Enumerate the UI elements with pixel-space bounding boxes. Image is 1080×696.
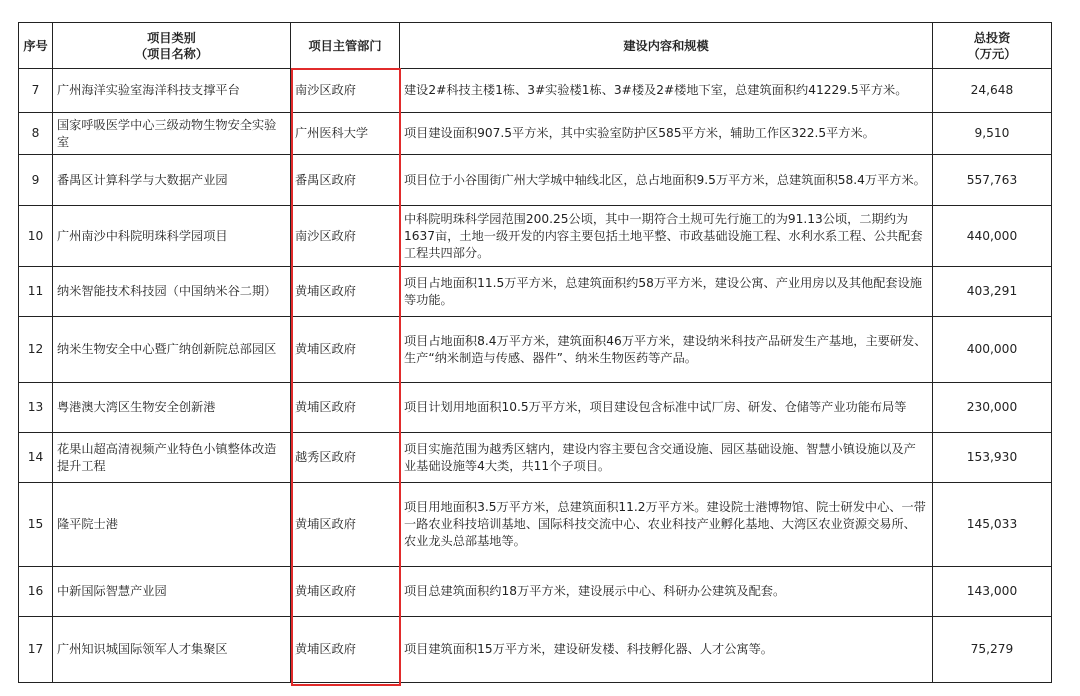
row-seq: 9 [19, 155, 53, 206]
row-dept: 黄埔区政府 [291, 617, 400, 683]
header-invest-line1: 总投资 [973, 30, 1011, 45]
table-row [19, 317, 1052, 383]
row-invest: 145,033 [933, 483, 1052, 567]
row-invest: 557,763 [933, 155, 1052, 206]
row-dept: 黄埔区政府 [291, 267, 400, 317]
row-name: 番禺区计算科学与大数据产业园 [53, 155, 291, 206]
row-content: 项目实施范围为越秀区辖内，建设内容主要包含交通设施、园区基础设施、智慧小镇设施以及产业基础设施等4大类，共11个子项目。 [400, 433, 933, 483]
row-invest: 9,510 [933, 113, 1052, 155]
row-seq: 16 [19, 567, 53, 617]
row-seq: 8 [19, 113, 53, 155]
header-category-line2: （项目名称） [134, 46, 209, 61]
row-seq: 13 [19, 383, 53, 433]
row-name: 国家呼吸医学中心三级动物生物安全实验室 [53, 113, 291, 155]
header-invest-line2: （万元） [967, 46, 1017, 61]
row-invest: 75,279 [933, 617, 1052, 683]
row-invest: 400,000 [933, 317, 1052, 383]
row-name: 纳米智能技术科技园（中国纳米谷二期） [53, 267, 291, 317]
row-seq: 17 [19, 617, 53, 683]
row-dept: 越秀区政府 [291, 433, 400, 483]
header-content: 建设内容和规模 [400, 23, 933, 69]
row-seq: 14 [19, 433, 53, 483]
table-row [19, 567, 1052, 617]
row-invest: 143,000 [933, 567, 1052, 617]
header-invest [933, 23, 1052, 69]
row-name: 广州南沙中科院明珠科学园项目 [53, 206, 291, 267]
row-invest: 24,648 [933, 69, 1052, 113]
table-row [19, 483, 1052, 567]
row-content: 项目建筑面积15万平方米，建设研发楼、科技孵化器、人才公寓等。 [400, 617, 933, 683]
row-invest: 403,291 [933, 267, 1052, 317]
row-content: 项目用地面积3.5万平方米，总建筑面积11.2万平方米。建设院士港博物馆、院士研发中心、一带一路农业科技培训基地、国际科技交流中心、农业科技产业孵化基地、大湾区农业资源交易所、农业龙头总部基地等。 [400, 483, 933, 567]
header-dept: 项目主管部门 [291, 23, 400, 69]
header-category-line1: 项目类别 [147, 30, 196, 45]
row-invest: 153,930 [933, 433, 1052, 483]
table-row [19, 113, 1052, 155]
row-name: 广州知识城国际领军人才集聚区 [53, 617, 291, 683]
row-dept: 南沙区政府 [291, 206, 400, 267]
row-seq: 7 [19, 69, 53, 113]
table-row [19, 433, 1052, 483]
row-seq: 15 [19, 483, 53, 567]
row-name: 纳米生物安全中心暨广纳创新院总部园区 [53, 317, 291, 383]
row-content: 项目占地面积8.4万平方米，建筑面积46万平方米，建设纳米科技产品研发生产基地，主要研发、生产“纳米制造与传感、器件”、纳米生物医药等产品。 [400, 317, 933, 383]
row-content: 项目建设面积907.5平方米，其中实验室防护区585平方米，辅助工作区322.5平方米。 [400, 113, 933, 155]
table-row [19, 617, 1052, 683]
row-name: 花果山超高清视频产业特色小镇整体改造提升工程 [53, 433, 291, 483]
table-row [19, 383, 1052, 433]
header-seq: 序号 [19, 23, 53, 69]
row-content: 项目占地面积11.5万平方米，总建筑面积约58万平方米，建设公寓、产业用房以及其他配套设施等功能。 [400, 267, 933, 317]
row-seq: 10 [19, 206, 53, 267]
row-content: 项目计划用地面积10.5万平方米，项目建设包含标准中试厂房、研发、仓储等产业功能布局等 [400, 383, 933, 433]
header-row [19, 23, 1052, 69]
table-row [19, 155, 1052, 206]
row-content: 项目总建筑面积约18万平方米，建设展示中心、科研办公建筑及配套。 [400, 567, 933, 617]
row-dept: 黄埔区政府 [291, 317, 400, 383]
row-dept: 南沙区政府 [291, 69, 400, 113]
row-dept: 黄埔区政府 [291, 483, 400, 567]
row-invest: 230,000 [933, 383, 1052, 433]
header-category [53, 23, 291, 69]
row-dept: 广州医科大学 [291, 113, 400, 155]
row-invest: 440,000 [933, 206, 1052, 267]
table-row [19, 267, 1052, 317]
row-seq: 11 [19, 267, 53, 317]
row-content: 项目位于小谷围街广州大学城中轴线北区，总占地面积9.5万平方米，总建筑面积58.4万平方米。 [400, 155, 933, 206]
row-content: 建设2#科技主楼1栋、3#实验楼1栋、3#楼及2#楼地下室，总建筑面积约41229.5平方米。 [400, 69, 933, 113]
row-dept: 番禺区政府 [291, 155, 400, 206]
row-name: 粤港澳大湾区生物安全创新港 [53, 383, 291, 433]
row-content: 中科院明珠科学园范围200.25公顷，其中一期符合土规可先行施工的为91.13公顷，二期约为1637亩，土地一级开发的内容主要包括土地平整、市政基础设施工程、水利水系工程、公共配套工程共四部分。 [400, 206, 933, 267]
table-row [19, 69, 1052, 113]
row-name: 广州海洋实验室海洋科技支撑平台 [53, 69, 291, 113]
row-name: 隆平院士港 [53, 483, 291, 567]
row-seq: 12 [19, 317, 53, 383]
row-dept: 黄埔区政府 [291, 383, 400, 433]
row-name: 中新国际智慧产业园 [53, 567, 291, 617]
row-dept: 黄埔区政府 [291, 567, 400, 617]
table-row [19, 206, 1052, 267]
project-table [18, 22, 1052, 683]
